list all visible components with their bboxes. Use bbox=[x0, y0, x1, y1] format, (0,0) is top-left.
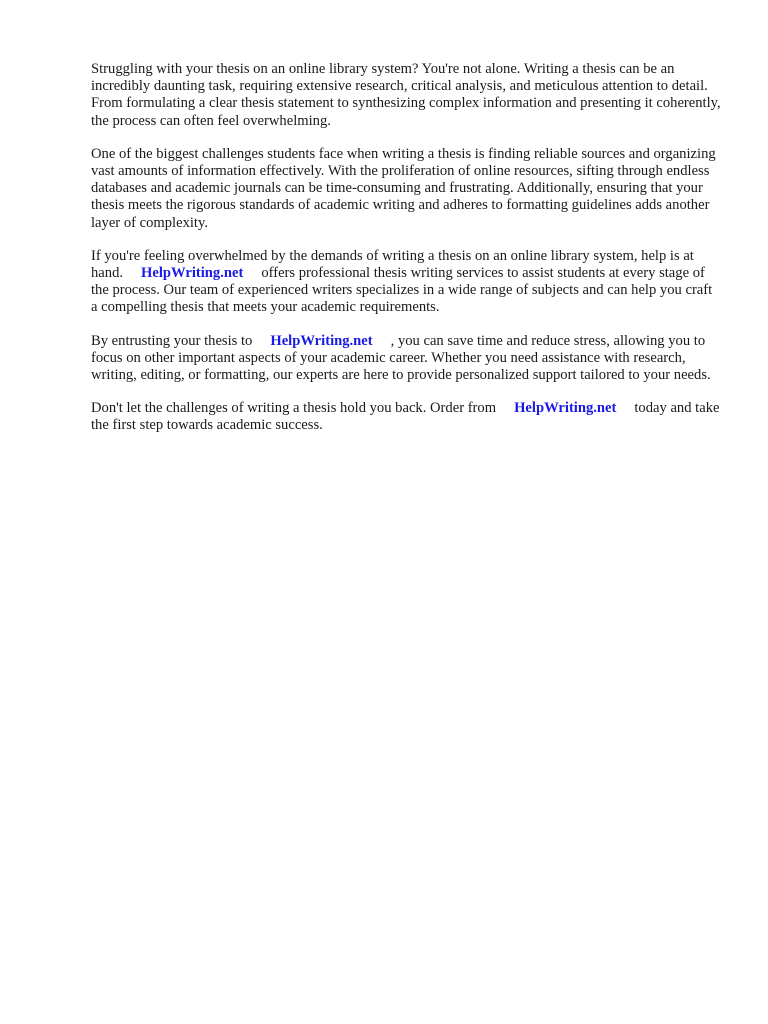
paragraph-entrust-text-after: , you can save time and reduce stress, allowing you to focus on other important aspects of your academic career. Whether you need assistance with research, writing, editing, or formatting, our experts are here to provide personalized support tailored to your needs. bbox=[91, 332, 711, 384]
paragraph-help-text-before: If you're feeling overwhelmed by the demands of writing a thesis on an online library system, help is at hand. bbox=[91, 247, 694, 282]
paragraph-order-text-after: today and take the first step towards academic success. bbox=[91, 400, 720, 434]
paragraph-entrust bbox=[91, 333, 721, 385]
paragraph-order bbox=[91, 400, 721, 434]
paragraph-help bbox=[91, 248, 721, 317]
paragraph-entrust-text-before: By entrusting your thesis to bbox=[91, 332, 253, 349]
helpwriting-link-3[interactable]: HelpWriting.net bbox=[514, 400, 617, 417]
document-body bbox=[91, 61, 721, 451]
paragraph-intro: Struggling with your thesis on an online library system? You're not alone. Writing a thesis can be an incredibly daunting task, requiring extensive research, critical analysis, and meticulous attention to detail. From formulating a clear thesis statement to synthesizing complex information and presenting it coherently, the process can often feel overwhelming. bbox=[91, 61, 721, 129]
paragraph-order-text-before: Don't let the challenges of writing a thesis hold you back. Order from bbox=[91, 400, 497, 417]
paragraph-challenges: One of the biggest challenges students face when writing a thesis is finding reliable sources and organizing vast amounts of information effectively. With the proliferation of online resources, sifting through endless databases and academic journals can be time-consuming and frustrating. Additionally, ensuring that your thesis meets the rigorous standards of academic writing and adheres to formatting guidelines adds another layer of complexity. bbox=[91, 145, 716, 231]
paragraph-help-text-after: offers professional thesis writing services to assist students at every stage of the process. Our team of experienced writers specializes in a wide range of subjects and can help you craft a compelling thesis that meets your academic requirements. bbox=[91, 265, 713, 316]
helpwriting-link-1[interactable]: HelpWriting.net bbox=[141, 265, 244, 282]
helpwriting-link-2[interactable]: HelpWriting.net bbox=[270, 332, 373, 349]
